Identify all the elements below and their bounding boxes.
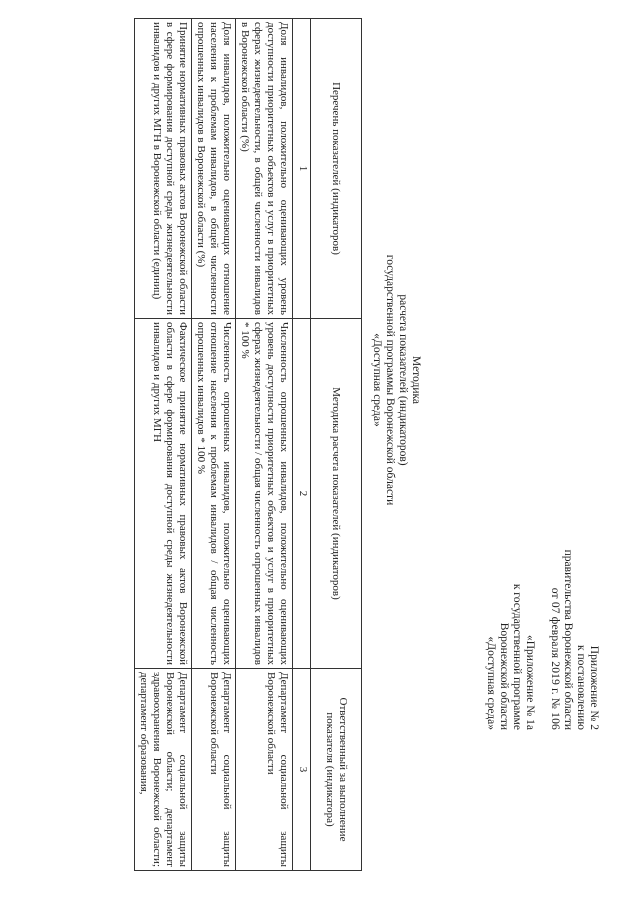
title-line-4: «Доступная среда» (371, 333, 383, 427)
table-row (192, 19, 236, 871)
decree-date: от 07 февраля 2019 г. № 106 (549, 587, 561, 730)
indicator-cell: Доля инвалидов, положительно оценивающих отношение населения к проблемам инвалидов, в общей численности опрошенных инвалидов в Воронежской области (%) (192, 19, 236, 319)
appendix-number: Приложение № 2 (588, 645, 600, 730)
title-line-1: Методика (410, 356, 422, 404)
indicator-cell: Принятие нормативных правовых актов Воронежской области в сфере формирования доступной среды жизнедеятельности инвалидов и других МГН в Воронежской области (единиц) (135, 19, 192, 319)
method-cell: Фактическое принятие нормативных правовых актов Воронежской области в сфере формирования доступной среды жизнедеятельности инвалидов и других МГН (135, 319, 192, 669)
appendix-government: правительства Воронежской области (562, 549, 574, 730)
appendix-region: Воронежской области (498, 622, 510, 730)
column-number: 2 (293, 319, 311, 669)
header-responsible: Ответственный за выполнение показателя (индикатора) (311, 669, 362, 871)
responsible-cell: Департамент социальной защиты Воронежской области (236, 669, 293, 871)
header-indicators: Перечень показателей (индикаторов) (311, 19, 362, 319)
responsible-cell: Департамент социальной защиты Воронежской области; департамент здравоохранения Воронежской области; департамент образования, (135, 669, 192, 871)
title-line-2: расчета показателей (индикаторов) (397, 294, 409, 466)
table-row (135, 19, 192, 871)
table-row (236, 19, 293, 871)
table-header-row (311, 19, 362, 871)
appendix-to-program: к государственной программе (511, 583, 523, 730)
appendix-program-name: «Доступная среда» (485, 636, 497, 730)
appendix-to-decree: к постановлению (575, 645, 587, 730)
appendix-1a: «Приложение № 1а (524, 634, 536, 730)
appendix-header (484, 500, 600, 730)
indicators-table (134, 18, 362, 871)
column-number: 1 (293, 19, 311, 319)
column-number: 3 (293, 669, 311, 871)
method-cell: Численность опрошенных инвалидов, положительно оценивающих уровень доступности приоритетных объектов и услуг в приоритетных сферах жизнедеятельности / общая численность опрошенных инвалидов * 100 % (236, 319, 293, 669)
method-cell: Численность опрошенных инвалидов, положительно оценивающих отношение населения к проблемам инвалидов / общая численность опрошенных инвалидов * 100 % (192, 319, 236, 669)
responsible-cell: Департамент социальной защиты Воронежской области (192, 669, 236, 871)
table-number-row (293, 19, 311, 871)
indicators-table-wrapper (134, 18, 362, 870)
document-title (370, 200, 422, 560)
title-line-3: государственной программы Воронежской области (384, 254, 396, 506)
indicator-cell: Доля инвалидов, положительно оценивающих уровень доступности приоритетных объектов и услуг в приоритетных сферах жизнедеятельности, в общей численности инвалидов в Воронежской области (%) (236, 19, 293, 319)
header-method: Методика расчета показателей (индикаторов) (311, 319, 362, 669)
